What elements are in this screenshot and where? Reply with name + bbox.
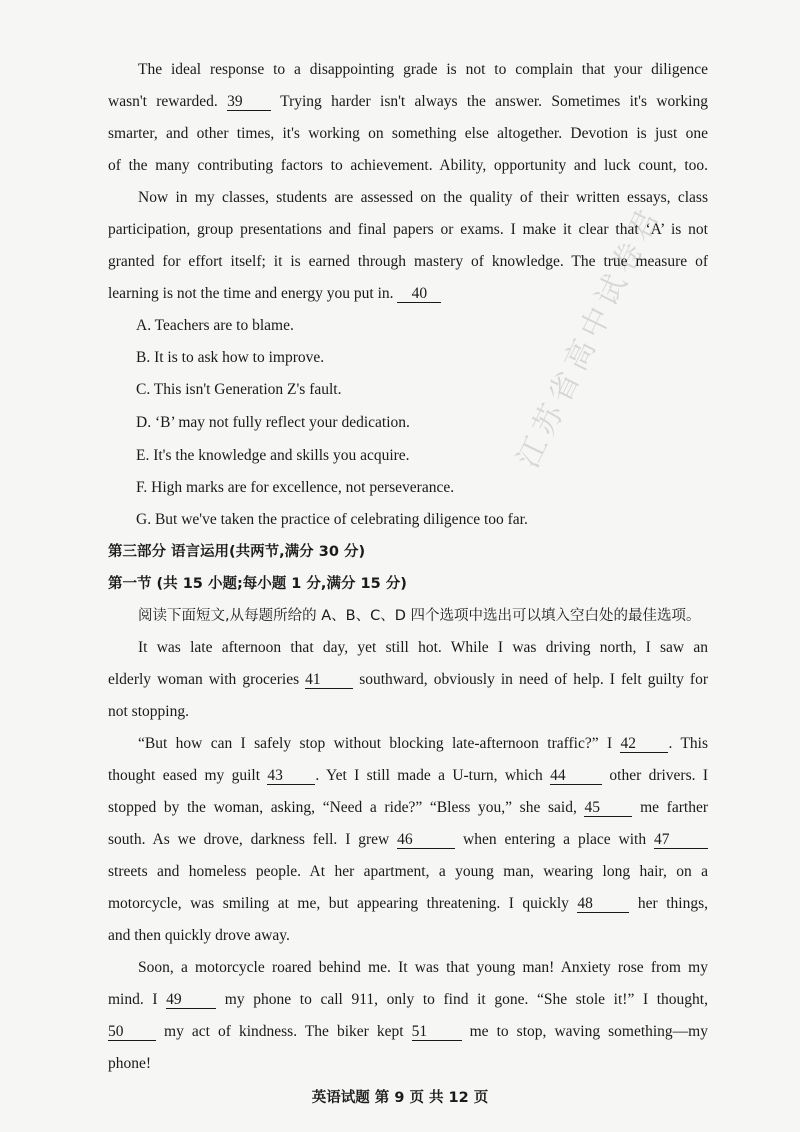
text-segment: mind. I [108,991,167,1008]
text-segment: . This [668,735,708,752]
blank-39: 39 [227,93,271,111]
text-segment: “But how can I safely stop without blocking late-afternoon traffic?” I [138,735,621,752]
blank-48: 48 [577,895,629,913]
option-a: A. Teachers are to blame. [136,317,294,334]
p4-line-5: streets and homeless people. At her apartment, a young man, wearing long hair, on a [108,863,708,880]
option-g: G. But we've taken the practice of celebrating diligence too far. [136,511,528,528]
instruction: 阅读下面短文,从每题所给的 A、B、C、D 四个选项中选出可以填入空白处的最佳选项。 [138,608,701,624]
p4-line-2 [108,766,708,786]
text-segment: her things, [629,895,708,912]
p4-line-4 [108,830,708,850]
p2-line-4 [108,284,708,304]
p3-line-1: It was late afternoon that day, yet still hot. While I was driving north, I saw an [138,639,708,656]
page-footer: 英语试题 第 9 页 共 12 页 [311,1090,489,1106]
text-segment: me farther [632,799,708,816]
option-b: B. It is to ask how to improve. [136,349,325,366]
blank-43: 43 [267,767,315,785]
p4-line-3 [108,798,708,818]
blank-42: 42 [620,735,668,753]
text-segment: south. As we drove, darkness fell. I grew [108,831,398,848]
p5-line-1: Soon, a motorcycle roared behind me. It was that young man! Anxiety rose from my [138,959,708,976]
blank-46: 46 [397,831,455,849]
p1-line-2 [108,92,708,112]
blank-40: 40 [397,285,441,303]
p4-line-6 [108,894,708,914]
p2-line-3: granted for effort itself; it is earned through mastery of knowledge. The true measure of [108,253,708,270]
blank-41: 41 [305,671,353,689]
watermark-text: 江苏省高中试卷君 [510,199,669,474]
blank-50: 50 [108,1023,156,1041]
section-subtitle: 第一节 (共 15 小题;每小题 1 分,满分 15 分) [108,576,407,592]
text-segment: elderly woman with groceries [108,671,306,688]
text-segment: wasn't rewarded. [108,93,228,110]
text-segment: southward, obviously in need of help. I felt guilty for [353,671,708,688]
p1-line-4: of the many contributing factors to achievement. Ability, opportunity and luck count, too. [108,157,708,174]
text-segment: my act of kindness. The biker kept [156,1023,412,1040]
p4-line-7: and then quickly drove away. [108,927,290,944]
text-segment: me to stop, waving something—my [461,1023,708,1040]
p3-line-2 [108,670,708,690]
blank-44: 44 [550,767,602,785]
text-segment: learning is not the time and energy you put in. [108,285,398,302]
p5-line-3 [108,1022,708,1042]
option-f: F. High marks are for excellence, not perseverance. [136,479,455,496]
blank-47: 47 [654,831,708,849]
text-segment: other drivers. I [602,767,708,784]
text-segment: motorcycle, was smiling at me, but appearing threatening. I quickly [108,895,578,912]
text-segment: thought eased my guilt [108,767,268,784]
blank-45: 45 [584,799,632,817]
p1-line-3: smarter, and other times, it's working on something else altogether. Devotion is just one [108,125,708,142]
option-d: D. ‘B’ may not fully reflect your dedication. [136,414,410,431]
text-segment: . Yet I still made a U-turn, which [315,767,551,784]
p5-line-2 [108,990,708,1010]
text-segment: stopped by the woman, asking, “Need a ride?” “Bless you,” she said, [108,799,585,816]
blank-49: 49 [166,991,216,1009]
p4-line-1 [138,734,708,754]
text-segment: my phone to call 911, only to find it gone. “She stole it!” I thought, [216,991,708,1008]
p2-line-2: participation, group presentations and final papers or exams. I make it clear that ‘A’ is not [108,221,708,238]
text-segment: Trying harder isn't always the answer. Sometimes it's working [271,93,708,110]
p1-line-1: The ideal response to a disappointing grade is not to complain that your diligence [138,61,708,78]
p2-line-1: Now in my classes, students are assessed on the quality of their written essays, class [138,189,708,206]
section-title: 第三部分 语言运用(共两节,满分 30 分) [108,544,366,560]
p5-line-4: phone! [108,1055,152,1072]
option-e: E. It's the knowledge and skills you acquire. [136,447,410,464]
p3-line-3: not stopping. [108,703,189,720]
text-segment: when entering a place with [455,831,654,848]
blank-51: 51 [412,1023,462,1041]
option-c: C. This isn't Generation Z's fault. [136,381,342,398]
